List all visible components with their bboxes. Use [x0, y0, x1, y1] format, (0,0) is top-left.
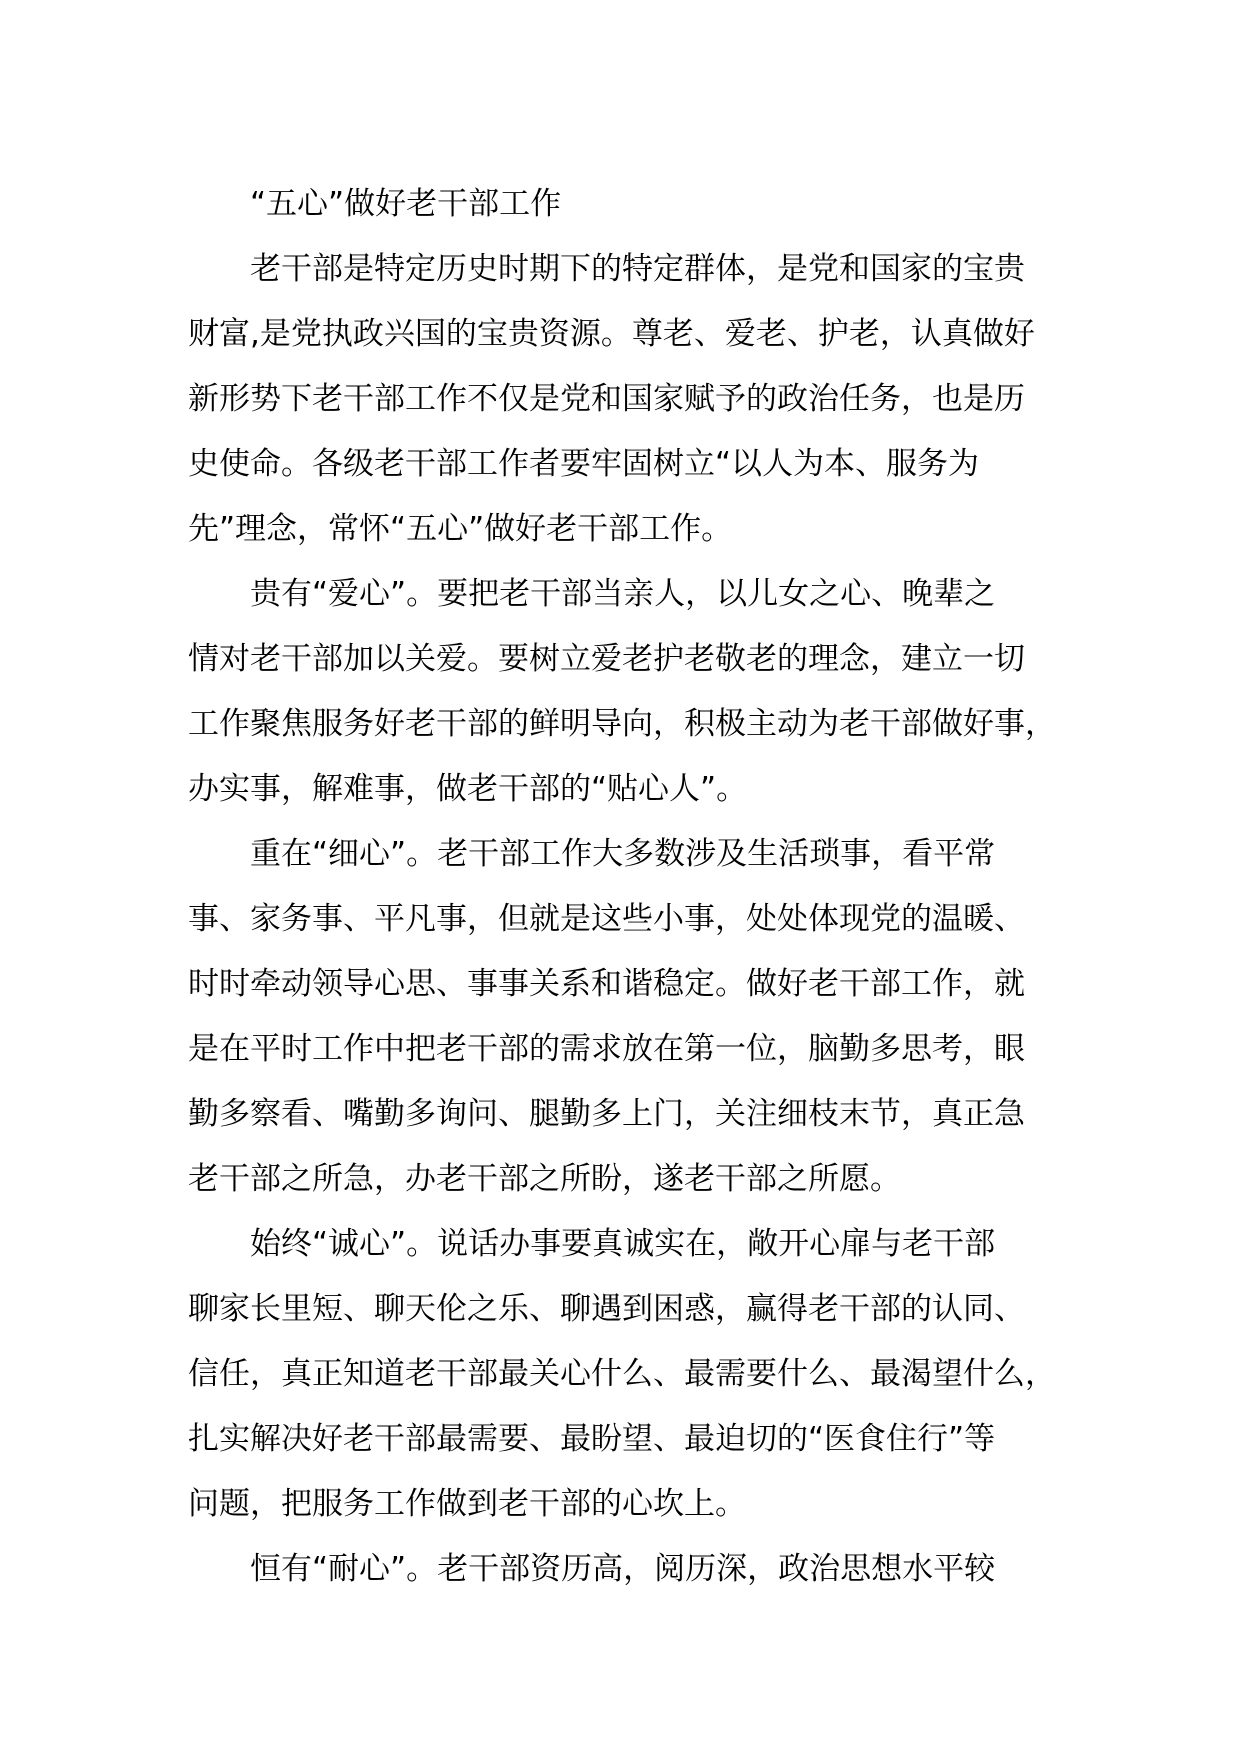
- paragraph-line: 工作聚焦服务好老干部的鲜明导向，积极主动为老干部做好事，: [188, 706, 1056, 742]
- paragraph-line: 老干部是特定历史时期下的特定群体，是党和国家的宝贵: [250, 251, 1025, 287]
- paragraph-line: 新形势下老干部工作不仅是党和国家赋予的政治任务，也是历: [188, 381, 1025, 417]
- paragraph-line: 事、家务事、平凡事，但就是这些小事，处处体现党的温暖、: [188, 901, 1025, 937]
- paragraph-line: 聊家长里短、聊天伦之乐、聊遇到困惑，赢得老干部的认同、: [188, 1291, 1025, 1327]
- paragraph-line: 问题，把服务工作做到老干部的心坎上。: [188, 1486, 746, 1522]
- paragraph-line: 老干部之所急，办老干部之所盼，遂老干部之所愿。: [188, 1161, 901, 1197]
- paragraph-line: 重在“细心”。老干部工作大多数涉及生活琐事，看平常: [250, 836, 996, 872]
- paragraph-line: 财富,是党执政兴国的宝贵资源。尊老、爱老、护老，认真做好: [188, 316, 1035, 352]
- paragraph-line: 情对老干部加以关爱。要树立爱老护老敬老的理念，建立一切: [188, 641, 1025, 677]
- paragraph-line: 始终“诚心”。说话办事要真诚实在，敞开心扉与老干部: [250, 1226, 996, 1262]
- paragraph-line: 恒有“耐心”。老干部资历高，阅历深，政治思想水平较: [250, 1551, 996, 1587]
- paragraph-line: 办实事，解难事，做老干部的“贴心人”。: [188, 771, 748, 807]
- document-body: [188, 172, 1058, 1602]
- document-title: “五心”做好老干部工作: [250, 186, 562, 222]
- paragraph-line: 信任，真正知道老干部最关心什么、最需要什么、最渴望什么，: [188, 1356, 1056, 1392]
- paragraph-sincere: [188, 1212, 1058, 1537]
- paragraph-line: 是在平时工作中把老干部的需求放在第一位，脑勤多思考，眼: [188, 1031, 1025, 1067]
- paragraph-line: 时时牵动领导心思、事事关系和谐稳定。做好老干部工作，就: [188, 966, 1025, 1002]
- paragraph-line: 先”理念，常怀“五心”做好老干部工作。: [188, 511, 733, 547]
- paragraph-line: 史使命。各级老干部工作者要牢固树立“以人为本、服务为: [188, 446, 980, 482]
- paragraph-patient: [188, 1537, 1058, 1602]
- paragraph-line: 贵有“爱心”。要把老干部当亲人，以儿女之心、晚辈之: [250, 576, 996, 612]
- paragraph-line: 扎实解决好老干部最需要、最盼望、最迫切的“医食住行”等: [188, 1421, 996, 1457]
- paragraph-line: 勤多察看、嘴勤多询问、腿勤多上门，关注细枝末节，真正急: [188, 1096, 1025, 1132]
- paragraph-careful: [188, 822, 1058, 1212]
- paragraph-love: [188, 562, 1058, 822]
- paragraph-intro: [188, 237, 1058, 562]
